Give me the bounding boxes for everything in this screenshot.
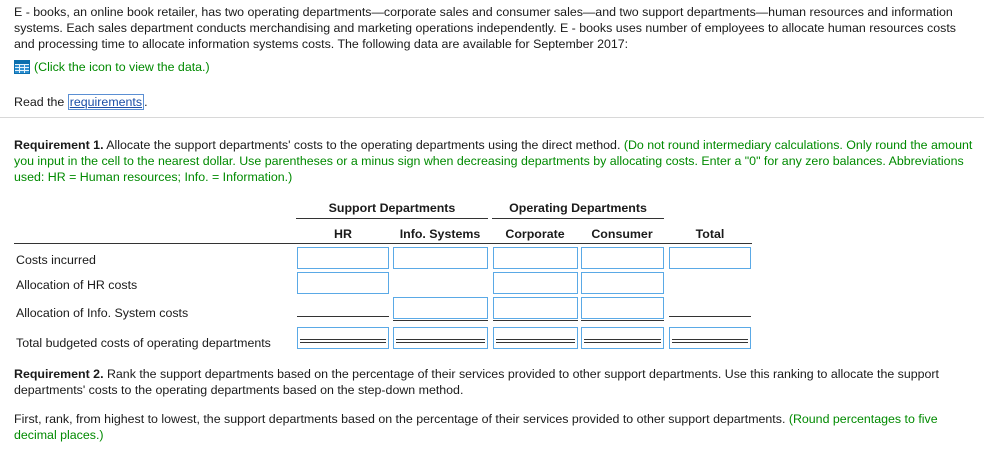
section-divider (0, 117, 984, 118)
req1-instructions: (Do not round intermediary calculations. Only round the amount you input in the cell to the nearest dollar. Use parentheses or a minus sign when decreasing departments by allocating costs. Enter a "0" for any zero balances. Abbreviations used: HR = Human resources; Info. = Information.) (14, 138, 973, 184)
total-hr-input[interactable] (297, 327, 389, 349)
support-departments-header: Support Departments (328, 201, 456, 215)
total-hr-double-rule (300, 339, 386, 343)
total-consumer-double-rule (584, 339, 661, 343)
rank-text: First, rank, from highest to lowest, the support departments based on the percentage of their services provided to other support departments. (14, 412, 789, 426)
view-data-link[interactable] (14, 59, 210, 75)
alloc-info-corporate-input[interactable] (493, 297, 578, 319)
costs-incurred-total-input[interactable] (669, 247, 751, 269)
req2-text: Rank the support departments based on the percentage of their services provided to other support departments. Use this ranking to allocate the support departments' costs to the operating departments based on the step-down method. (14, 367, 939, 397)
read-requirements (14, 94, 148, 110)
read-prefix: Read the (14, 95, 65, 109)
total-consumer-input[interactable] (581, 327, 664, 349)
view-data-text[interactable]: (Click the icon to view the data.) (34, 60, 210, 74)
req2-heading: Requirement 2. (14, 367, 104, 381)
column-header-total: Total (695, 227, 725, 241)
costs-incurred-corporate-input[interactable] (493, 247, 578, 269)
total-info-double-rule (396, 339, 485, 343)
row-label-costs-incurred: Costs incurred (16, 253, 96, 267)
total-total-double-rule (672, 339, 748, 343)
header-rule (14, 243, 752, 244)
alloc-info-info-underline (393, 320, 488, 321)
requirement-2 (14, 366, 974, 398)
problem-statement (14, 4, 976, 52)
operating-departments-header: Operating Departments (509, 201, 647, 215)
row-label-allocation-info: Allocation of Info. System costs (16, 306, 189, 320)
total-info-input[interactable] (393, 327, 488, 349)
alloc-info-consumer-input[interactable] (581, 297, 664, 319)
req1-text: Allocate the support departments' costs to the operating departments using the direct method. (103, 138, 624, 152)
rank-instructions (14, 411, 974, 443)
total-total-input[interactable] (669, 327, 751, 349)
column-header-hr: HR (334, 227, 352, 241)
table-grid-icon[interactable] (14, 60, 30, 74)
column-header-corporate: Corporate (505, 227, 565, 241)
row-label-allocation-hr: Allocation of HR costs (16, 278, 138, 292)
column-header-info-systems: Info. Systems (399, 227, 481, 241)
total-corporate-double-rule (496, 339, 575, 343)
column-header-consumer: Consumer (591, 227, 653, 241)
requirement-1 (14, 137, 979, 185)
rank-rounding-note: (Round percentages to five decimal places.) (14, 412, 938, 442)
costs-incurred-info-input[interactable] (393, 247, 488, 269)
requirements-link[interactable]: requirements (69, 95, 143, 109)
row-label-total-budgeted: Total budgeted costs of operating departments (16, 336, 271, 350)
alloc-info-consumer-underline (581, 320, 664, 321)
costs-incurred-consumer-input[interactable] (581, 247, 664, 269)
alloc-info-info-input[interactable] (393, 297, 488, 319)
costs-incurred-hr-input[interactable] (297, 247, 389, 269)
support-header-underline (296, 218, 488, 219)
alloc-hr-consumer-input[interactable] (581, 272, 664, 294)
total-corporate-input[interactable] (493, 327, 578, 349)
problem-paragraph: E - books, an online book retailer, has two operating departments—corporate sales and consumer sales—and two support departments—human resources and information systems. Each sales department conducts merchandising and marketing operations independently. E - books uses number of employees to allocate human resources costs and processing time to allocate information systems costs. The following data are available for September 2017: (14, 5, 956, 51)
alloc-hr-corporate-input[interactable] (493, 272, 578, 294)
alloc-info-corporate-underline (493, 320, 578, 321)
alloc-info-hr-rule (297, 316, 389, 317)
read-suffix: . (144, 95, 148, 109)
req1-heading: Requirement 1. (14, 138, 104, 152)
alloc-hr-hr-input[interactable] (297, 272, 389, 294)
alloc-info-total-rule (669, 316, 751, 317)
operating-header-underline (492, 218, 664, 219)
